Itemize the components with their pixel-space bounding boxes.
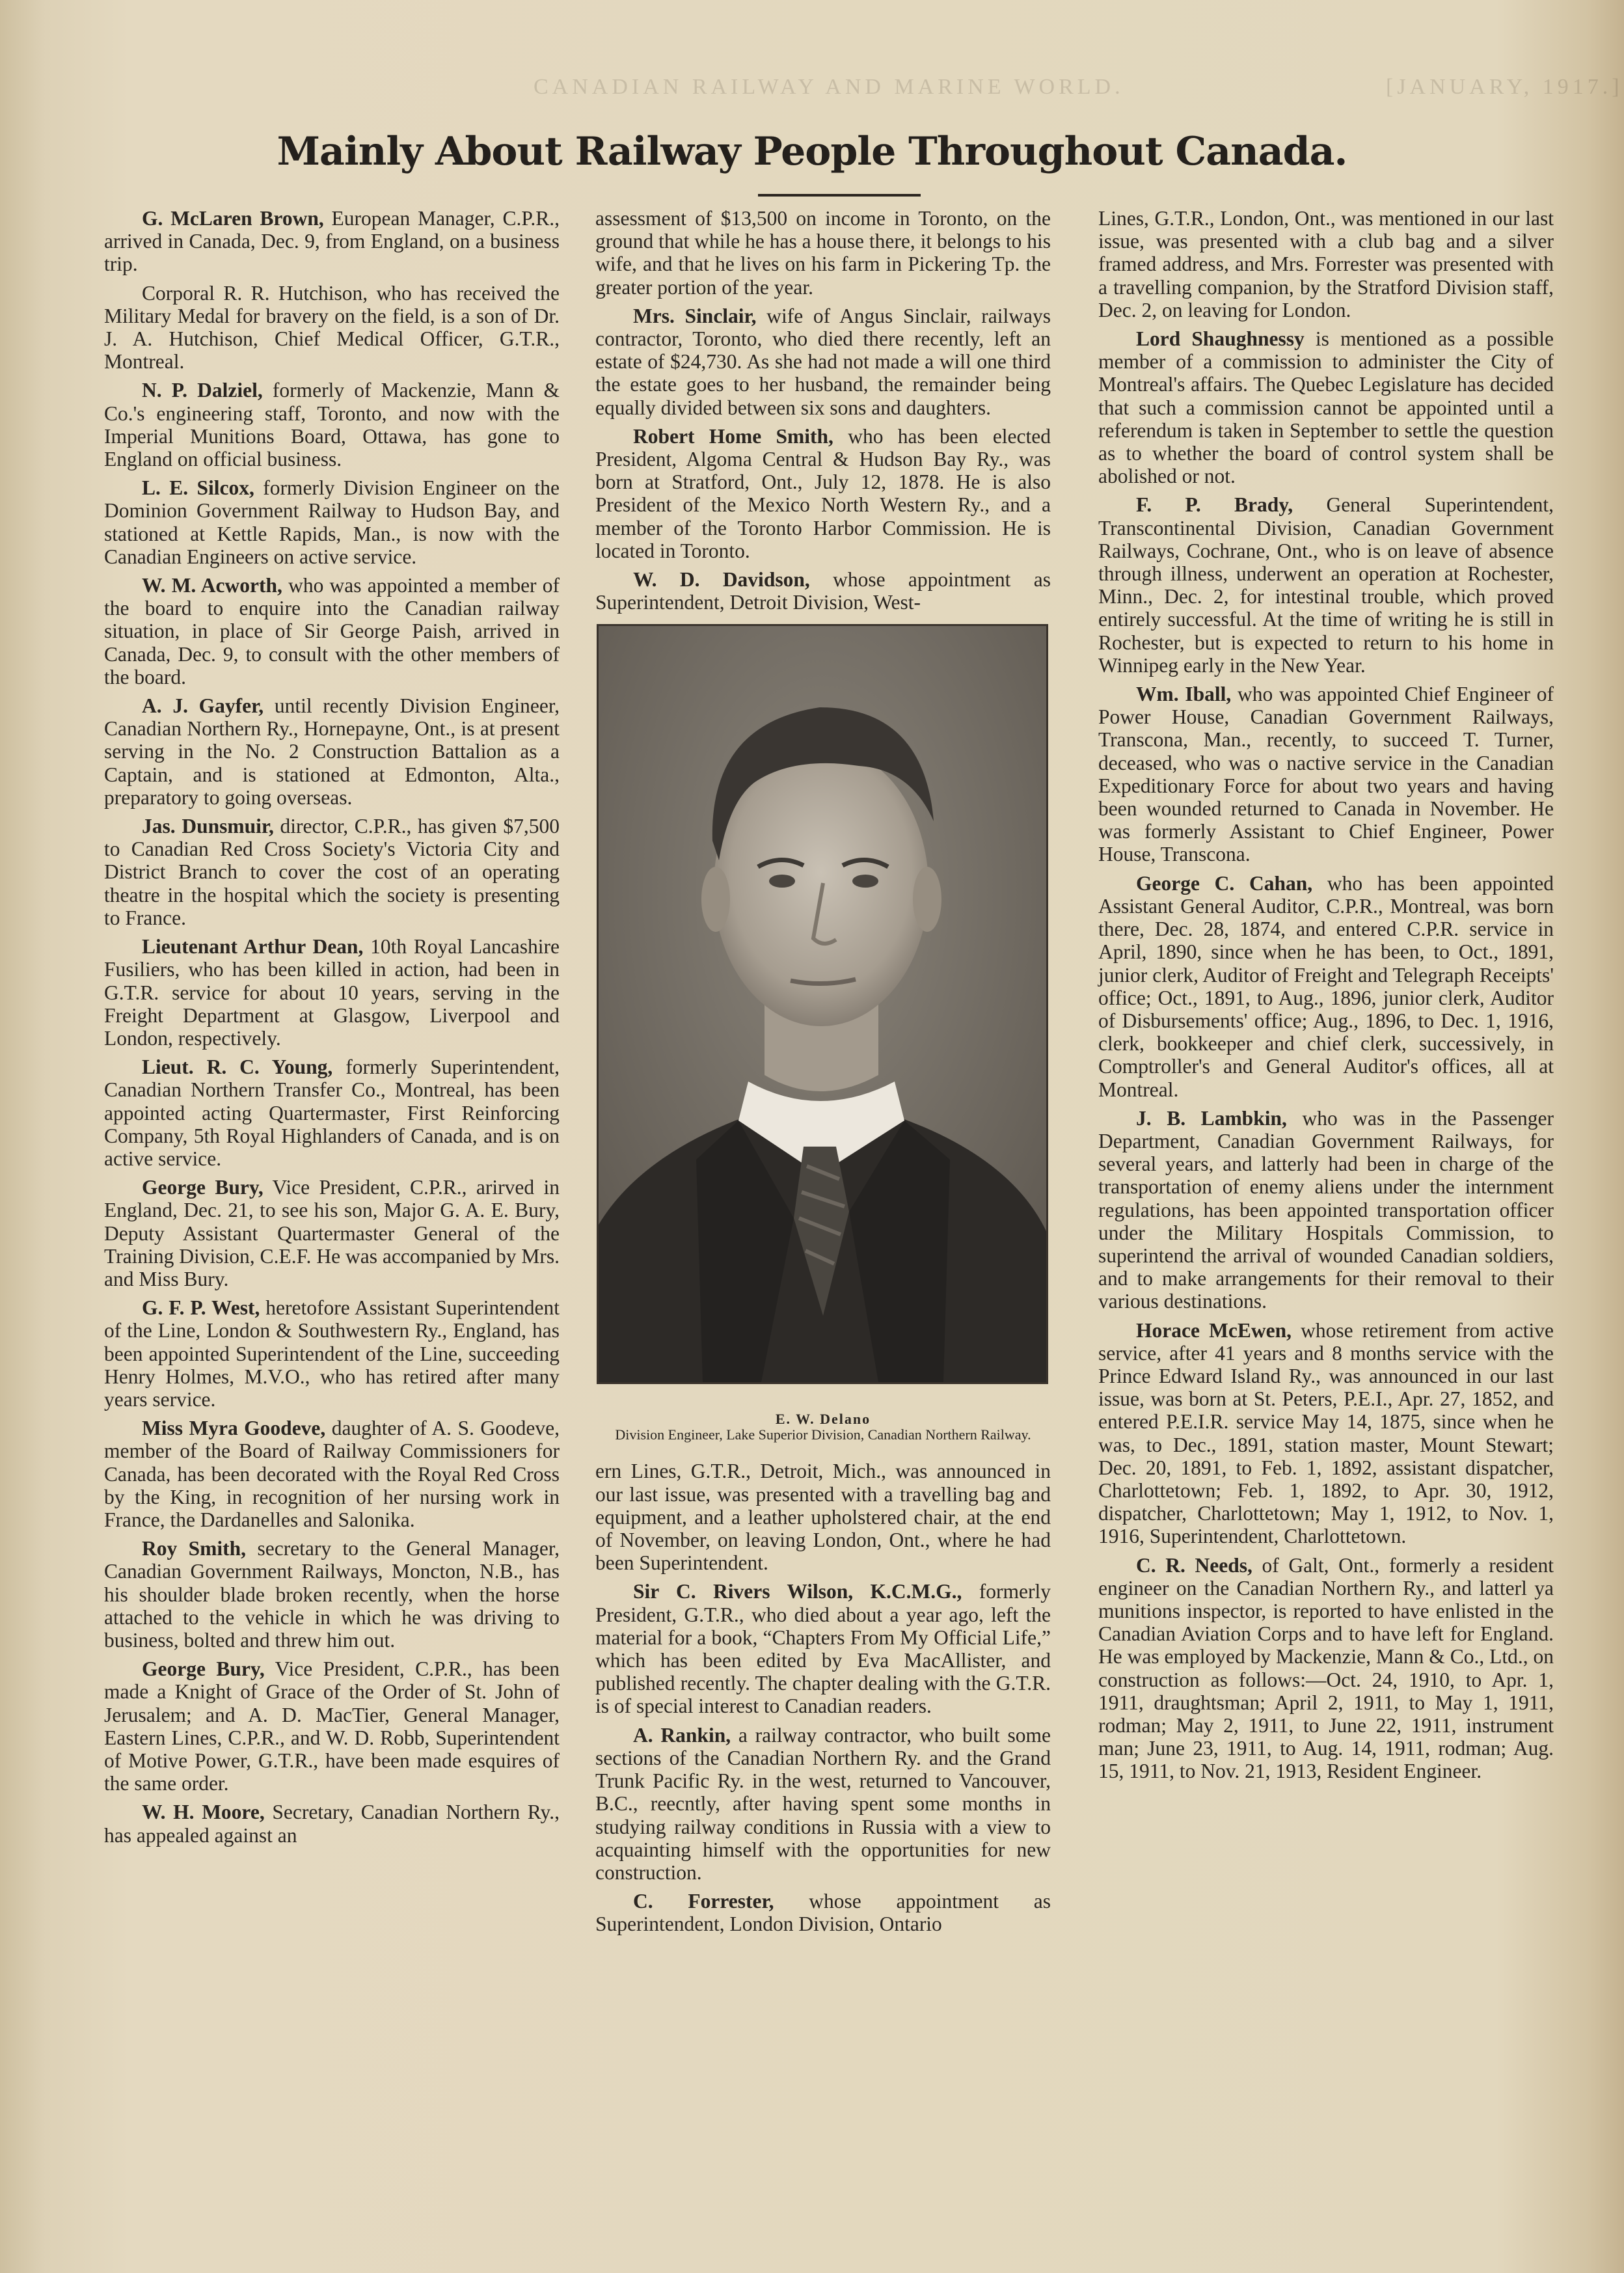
article-paragraph: [595, 425, 1051, 562]
article-paragraph: [595, 568, 1051, 614]
paragraph-text: who has been elected President, Algoma Central & Hudson Bay Ry., was born at Stratford, Ont., July 12, 1878. He is also President of the Mexico North Western Ry., and a member of the Toronto Harbor Commission. He is located in Toronto.: [595, 424, 1051, 562]
caption-name: E. W. Delano: [775, 1411, 871, 1428]
headline-rule: [758, 194, 921, 197]
person-name: Robert Home Smith,: [633, 424, 833, 448]
column-2-bottom: [595, 1460, 1051, 1935]
paragraph-text: European Manager, C.P.R., arrived in Canada, Dec. 9, from England, on a business trip.: [104, 207, 560, 276]
person-name: C. R. Needs,: [1136, 1553, 1252, 1577]
photo-caption: [595, 1411, 1051, 1443]
person-name: Miss Myra Goodeve,: [142, 1417, 326, 1440]
article-paragraph: [104, 1537, 560, 1652]
paragraph-text: of Galt, Ont., formerly a resident engineer on the Canadian Northern Ry., and latterl ya munitions inspector, is reported to have enlisted in the Canadian Aviation Corps and to have left for England. He was employed by Mackenzie, Mann & Co., Ltd., on construction as follows:—Oct. 24, 1910, to Apr. 1, 1911, draughtsman; April 2, 1911, to May 1, 1911, rodman; May 2, 1911, to June 22, 1911, instrument man; June 23, 1911, to Aug. 14, 1911, rodman; Aug. 15, 1911, to Nov. 21, 1913, Resident Engineer.: [1098, 1553, 1554, 1783]
paragraph-text: formerly President, G.T.R., who died about a year ago, left the material for a book, “Chapters From My Official Life,” which has been edited by Eva MacAllister, and published recently. The chapter dealing with the G.T.R. is of special interest to Canadian readers.: [595, 1580, 1051, 1718]
paragraph-text: daughter of A. S. Goodeve, member of the Board of Railway Commissioners for Canada, has been decorated with the Royal Red Cross by the King, in recognition of her nursing work in France, the Dardanelles and Salonika.: [104, 1417, 560, 1531]
portrait-photo: [597, 624, 1048, 1384]
article-paragraph: [595, 1580, 1051, 1717]
column-2: [595, 207, 1051, 1942]
person-name: F. P. Brady,: [1136, 493, 1293, 517]
column-1: [104, 207, 560, 1853]
article-paragraph: [1098, 683, 1554, 866]
paragraph-text: a railway contractor, who built some sections of the Canadian Northern Ry. and the Grand Trunk Pacific Ry. in the west, returned to Vancouver, B.C., reecntly, after having spent some months in studying railway conditions in Russia with a view to acquainting himself with the opportunities for new construction.: [595, 1723, 1051, 1884]
column-3: [1098, 207, 1554, 1789]
paragraph-text: 10th Royal Lancashire Fusiliers, who has been killed in action, had been in G.T.R. service for about 10 years, serving in the Freight Department at Glasgow, Liverpool and London, respectively.: [104, 935, 560, 1050]
person-name: George Bury,: [142, 1176, 264, 1199]
article-paragraph: [104, 1176, 560, 1290]
person-name: L. E. Silcox,: [142, 476, 254, 500]
article-paragraph: [104, 1801, 560, 1846]
person-name: G. F. P. West,: [142, 1296, 260, 1320]
paragraph-text: secretary to the General Manager, Canadian Government Railways, Moncton, N.B., has his shoulder blade broken recently, when the horse attached to the vehicle in which he was driving to business, bolted and threw him out.: [104, 1537, 560, 1652]
article-paragraph: [595, 1460, 1051, 1574]
article-paragraph: [104, 379, 560, 470]
person-name: G. McLaren Brown,: [142, 207, 324, 230]
article-paragraph: [104, 1417, 560, 1531]
article-paragraph: [595, 207, 1051, 299]
caption-role: Division Engineer, Lake Superior Division, Canadian Northern Railway.: [615, 1426, 1031, 1443]
paragraph-text: is mentioned as a possible member of a commission to administer the City of Montreal's affairs. The Quebec Legislature has decided that such a commission cannot be appointed until a referendum is taken in September to settle the question as to whether the board of control system shall be abolished or not.: [1098, 327, 1554, 488]
person-name: Roy Smith,: [142, 1537, 247, 1560]
article-paragraph: [595, 1724, 1051, 1884]
person-name: N. P. Dalziel,: [142, 379, 263, 402]
paragraph-text: wife of Angus Sinclair, railways contractor, Toronto, who died there recently, left an estate of $24,730. As she had not made a will one third the estate goes to her husband, the remainder being equally divided between six sons and daughters.: [595, 304, 1051, 419]
article-paragraph: [104, 282, 560, 374]
column-2-top: [595, 207, 1051, 614]
article-paragraph: [104, 574, 560, 688]
person-name: Jas. Dunsmuir,: [142, 815, 274, 838]
running-head-date: [JANUARY, 1917.]: [1386, 75, 1623, 99]
paragraph-text: whose appointment as Superintendent, Detroit Division, West-: [595, 568, 1051, 614]
paragraph-text: General Superintendent, Transcontinental Division, Canadian Government Railways, Cochrane, Ont., who is on leave of absence through illness, underwent an operation at Rochester, Minn., Dec. 2, for intestinal trouble, which proved entirely successful. At the time of writing he is still in Rochester, but is expected to return to his home in Winnipeg early in the New Year.: [1098, 493, 1554, 677]
paragraph-text: who was in the Passenger Department, Canadian Government Railways, for several years, and latterly had been in charge of the transportation of enemy aliens under the internment regulations, has been appointed transportation officer under the Military Hospitals Commission, to superintend the arrival of wounded Canadian soldiers, and to make arrangements for their removal to their various destinations.: [1098, 1106, 1554, 1313]
page-headline: Mainly About Railway People Throughout Canada.: [277, 129, 1347, 174]
person-name: Lord Shaughnessy: [1136, 327, 1305, 351]
person-name: W. H. Moore,: [142, 1801, 265, 1824]
paragraph-text: formerly Division Engineer on the Dominion Government Railway to Hudson Bay, and stationed at Kettle Rapids, Man., is now with the Canadian Engineers on active service.: [104, 476, 560, 568]
portrait-image: [599, 626, 1046, 1382]
paragraph-text: whose retirement from active service, after 41 years and 8 months service with the Prince Edward Island Ry., was announced in our last issue, was born at St. Peters, P.E.I., Apr. 27, 1852, and entered P.E.I.R. service May 14, 1875, since when he was, to Dec., 1891, station master, Mount Stewart; Dec. 20, 1891, to Feb. 1, 1892, assistant dispatcher, Charlottetown; Feb. 1, 1892, to Apr. 30, 1912, dispatcher, Charlottetown; May 1, 1912, to Nov. 1, 1916, Superintendent, Charlottetown.: [1098, 1318, 1554, 1548]
person-name: Lieut. R. C. Young,: [142, 1055, 333, 1079]
article-paragraph: [104, 476, 560, 568]
article-paragraph: [104, 935, 560, 1050]
paragraph-text: Vice President, C.P.R., arirved in England, Dec. 21, to see his son, Major G. A. E. Bury, Deputy Assistant Quartermaster General of the Training Division, C.E.F. He was accompanied by Mrs. and Miss Bury.: [104, 1176, 560, 1290]
paragraph-text: who was appointed Chief Engineer of Power House, Canadian Government Railways, Transcona, Man., recently, to succeed T. Turner, deceased, who was o nactive service in the Canadian Expeditionary Force for about two years and having been wounded returned to Canada in November. He was formerly Assistant to Chief Engineer, Power House, Transcona.: [1098, 683, 1554, 866]
person-name: A. J. Gayfer,: [142, 694, 264, 718]
paragraph-text: Vice President, C.P.R., has been made a Knight of Grace of the Order of St. John of Jerusalem; and A. D. MacTier, General Manager, Eastern Lines, C.P.R., and W. D. Robb, Superintendent of Motive Power, G.T.R., have been made esquires of the same order.: [104, 1657, 560, 1795]
person-name: A. Rankin,: [633, 1723, 731, 1747]
person-name: Wm. Iball,: [1136, 683, 1232, 706]
person-name: C. Forrester,: [633, 1890, 774, 1913]
article-paragraph: [1098, 1554, 1554, 1783]
article-paragraph: [104, 1657, 560, 1795]
paragraph-text: Secretary, Canadian Northern Ry., has appealed against an: [104, 1801, 560, 1847]
person-name: Lieutenant Arthur Dean,: [142, 935, 364, 959]
person-name: Sir C. Rivers Wilson, K.C.M.G.,: [633, 1580, 962, 1603]
person-name: Horace McEwen,: [1136, 1318, 1292, 1342]
paragraph-text: Lines, G.T.R., London, Ont., was mentioned in our last issue, was presented with a club bag and a silver framed address, and Mrs. Forrester was presented with a travelling companion, by the Stratford Division staff, Dec. 2, on leaving for London.: [1098, 207, 1554, 321]
running-head-title: CANADIAN RAILWAY AND MARINE WORLD.: [534, 75, 1124, 99]
person-name: George Bury,: [142, 1657, 265, 1681]
person-name: Mrs. Sinclair,: [633, 304, 757, 327]
paragraph-text: ern Lines, G.T.R., Detroit, Mich., was announced in our last issue, was presented with a travelling bag and equipment, and a leather upholstered chair, at the end of November, on leaving London, Ont., where he had been Superintendent.: [595, 1460, 1051, 1575]
article-paragraph: [1098, 872, 1554, 1101]
paragraph-text: until recently Division Engineer, Canadian Northern Ry., Hornepayne, Ont., is at present serving in the No. 2 Construction Battalion as a Captain, and is stationed at Edmonton, Alta., preparatory to going overseas.: [104, 694, 560, 809]
paragraph-text: assessment of $13,500 on income in Toronto, on the ground that while he has a house there, it belongs to his wife, and that he lives on his farm in Pickering Tp. the greater portion of the year.: [595, 207, 1051, 299]
paragraph-text: whose appointment as Superintendent, London Division, Ontario: [595, 1890, 1051, 1936]
person-name: W. M. Acworth,: [142, 574, 282, 597]
article-paragraph: [595, 305, 1051, 419]
paragraph-text: who was appointed a member of the board to enquire into the Canadian railway situation, in place of Sir George Paish, arrived in Canada, Dec. 9, to consult with the other members of the board.: [104, 574, 560, 688]
person-name: W. D. Davidson,: [633, 568, 810, 592]
paragraph-text: who has been appointed Assistant General Auditor, C.P.R., Montreal, was born there, Dec. 28, 1874, and entered C.P.R. service in April, 1890, since when he has been, to Oct., 1891, junior clerk, Auditor of Freight and Telegraph Receipts' office; Oct., 1891, to Aug., 1896, junior clerk, Auditor of Disbursements' office; Aug., 1896, to Dec. 1, 1916, clerk, bookkeeper and chief clerk, successively, in Comptroller's and General Auditor's offices, all at Montreal.: [1098, 871, 1554, 1101]
article-paragraph: [104, 694, 560, 809]
article-paragraph: [104, 1055, 560, 1170]
bleed-through-running-head: [0, 75, 1624, 114]
person-name: George C. Cahan,: [1136, 871, 1313, 895]
person-name: J. B. Lambkin,: [1136, 1106, 1287, 1130]
article-paragraph: [1098, 493, 1554, 677]
paragraph-text: formerly Superintendent, Canadian Northern Transfer Co., Montreal, has been appointed acting Quartermaster, First Reinforcing Company, 5th Royal Highlanders of Canada, and is on active service.: [104, 1055, 560, 1170]
paragraph-text: director, C.P.R., has given $7,500 to Canadian Red Cross Society's Victoria City and District Branch to cover the cost of an operating theatre in the hospital which the society is presenting to France.: [104, 815, 560, 929]
paragraph-text: formerly of Mackenzie, Mann & Co.'s engineering staff, Toronto, and now with the Imperial Munitions Board, Ottawa, has gone to England on official business.: [104, 379, 560, 471]
article-paragraph: [1098, 1319, 1554, 1548]
article-paragraph: [1098, 1107, 1554, 1313]
article-paragraph: [1098, 207, 1554, 321]
article-paragraph: [595, 1890, 1051, 1935]
article-paragraph: [104, 815, 560, 929]
article-paragraph: [104, 207, 560, 276]
article-paragraph: [104, 1296, 560, 1411]
article-paragraph: [1098, 327, 1554, 487]
paragraph-text: heretofore Assistant Superintendent of the Line, London & Southwestern Ry., England, has been appointed Superintendent of the Line, succeeding Henry Holmes, M.V.O., who has retired after many years service.: [104, 1296, 560, 1411]
paragraph-text: Corporal R. R. Hutchison, who has received the Military Medal for bravery on the field, is a son of Dr. J. A. Hutchison, Chief Medical Officer, G.T.R., Montreal.: [104, 281, 560, 374]
